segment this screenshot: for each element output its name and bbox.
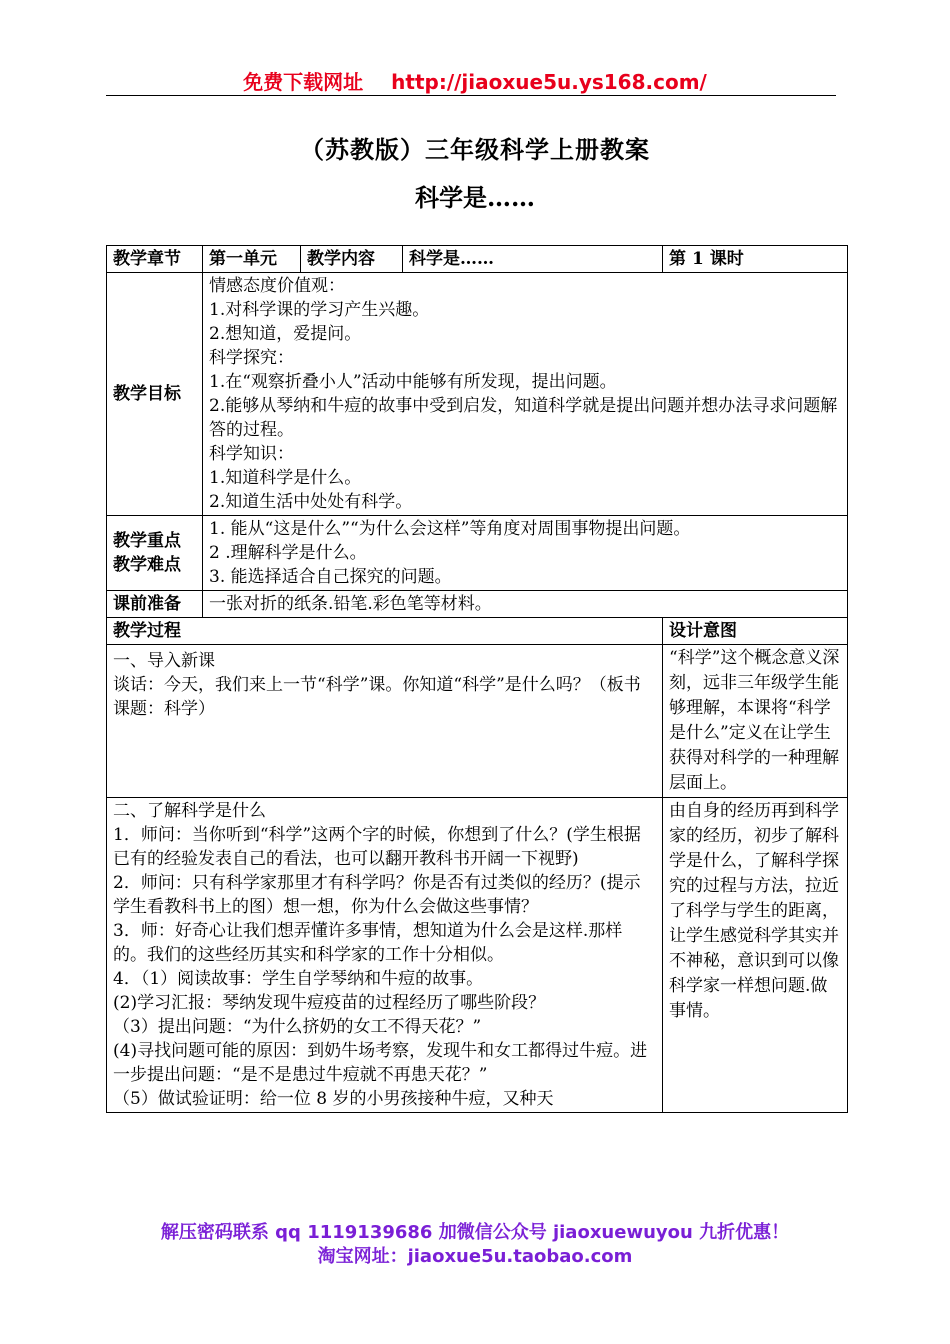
- section2-line: 4．（1）阅读故事：学生自学琴纳和牛痘的故事。: [113, 969, 484, 989]
- header-url-link[interactable]: http://jiaoxue5u.ys168.com/: [391, 70, 707, 94]
- section1-intent: “科学”这个概念意义深刻，远非三年级学生能够理解，本课将“科学是什么”定义在让学生获得对科学的一种理解层面上。: [663, 645, 848, 798]
- objective-line: 1.对科学课的学习产生兴趣。: [209, 300, 430, 320]
- section1-line: 谈话：今天，我们来上一节“科学”课。你知道“科学”是什么吗？（板书课题：科学）: [113, 675, 641, 719]
- objectives-row: [107, 273, 848, 516]
- header-label: 免费下载网址: [243, 70, 364, 94]
- intent-header: 设计意图: [663, 618, 848, 645]
- objective-line: 1.知道科学是什么。: [209, 468, 362, 488]
- keypoints-content: [203, 516, 848, 591]
- prep-content: 一张对折的纸条.铅笔.彩色笔等材料。: [203, 591, 848, 618]
- download-header: [0, 66, 950, 95]
- section2-line: 2．师问：只有科学家那里才有科学吗？你是否有过类似的经历？(提示学生看教科书上的图）想一想，你为什么会做这些事情？: [113, 873, 641, 917]
- section2-intent: 由自身的经历再到科学家的经历，初步了解科学是什么，了解科学探究的过程与方法，拉近了科学与学生的距离，让学生感觉科学其实并不神秘，意识到可以像科学家一样想问题.做事情。: [663, 798, 848, 1113]
- objective-line: 2.能够从琴纳和牛痘的故事中受到启发，知道科学就是提出问题并想办法寻求问题解答的过程。: [209, 396, 838, 440]
- keypoints-label: [107, 516, 203, 591]
- keypoints-row: [107, 516, 848, 591]
- section2-line: 二、了解科学是什么: [113, 801, 266, 821]
- process-header: 教学过程: [107, 618, 663, 645]
- chapter-label: 教学章节: [107, 246, 203, 273]
- objective-line: 2.想知道，爱提问。: [209, 324, 362, 344]
- process-header-row: [107, 618, 848, 645]
- header-rule: [106, 95, 836, 96]
- section2-line: （5）做试验证明：给一位 8 岁的小男孩接种牛痘，又种天: [113, 1089, 554, 1109]
- section1-row: [107, 645, 848, 798]
- chapter-value: 第一单元: [203, 246, 301, 273]
- content-label: 教学内容: [301, 246, 403, 273]
- difficulty-label: 教学难点: [113, 555, 181, 575]
- section1-content: [107, 645, 663, 798]
- chapter-row: [107, 246, 848, 273]
- keypoint-line: 3. 能选择适合自己探究的问题。: [209, 567, 452, 587]
- prep-label: 课前准备: [107, 591, 203, 618]
- period-value: 第 1 课时: [663, 246, 848, 273]
- prep-row: [107, 591, 848, 618]
- section2-line: 3．师：好奇心让我们想弄懂许多事情，想知道为什么会是这样.那样的。我们的这些经历其实和科学家的工作十分相似。: [113, 921, 623, 965]
- objective-line: 2.知道生活中处处有科学。: [209, 492, 413, 512]
- objectives-content: [203, 273, 848, 516]
- section2-line: (4)寻找问题可能的原因：到奶牛场考察，发现牛和女工都得过牛痘。进一步提出问题：“是不是患过牛痘就不再患天花？”: [113, 1041, 648, 1085]
- lesson-plan-table: [106, 245, 848, 1113]
- section2-line: (2)学习汇报：琴纳发现牛痘疫苗的过程经历了哪些阶段？: [113, 993, 546, 1013]
- objective-line: 1.在“观察折叠小人”活动中能够有所发现，提出问题。: [209, 372, 617, 392]
- document-title: （苏教版）三年级科学上册教案: [300, 135, 650, 164]
- objective-line: 情感态度价值观：: [209, 276, 345, 296]
- footer-shop-link[interactable]: 淘宝网址：jiaoxue5u.taobao.com: [317, 1246, 633, 1267]
- objective-line: 科学探究：: [209, 348, 294, 368]
- section1-line: 一、导入新课: [113, 651, 215, 671]
- footer-contact: 解压密码联系 qq 1119139686 加微信公众号 jiaoxuewuyou 九折优惠！: [160, 1222, 790, 1243]
- section2-line: 1．师问：当你听到“科学”这两个字的时候，你想到了什么？(学生根据已有的经验发表自己的看法，也可以翻开教科书开阔一下视野): [113, 825, 641, 869]
- key-label: 教学重点: [113, 531, 181, 551]
- objectives-label: 教学目标: [107, 273, 203, 516]
- keypoint-line: 1. 能从“这是什么”“为什么会这样”等角度对周围事物提出问题。: [209, 519, 691, 539]
- section2-row: [107, 798, 848, 1113]
- section2-line: （3）提出问题：“为什么挤奶的女工不得天花？”: [113, 1017, 482, 1037]
- lesson-title: 科学是……: [415, 183, 535, 212]
- content-value: 科学是……: [403, 246, 663, 273]
- objective-line: 科学知识：: [209, 444, 294, 464]
- section2-content: [107, 798, 663, 1113]
- keypoint-line: 2 .理解科学是什么。: [209, 543, 367, 563]
